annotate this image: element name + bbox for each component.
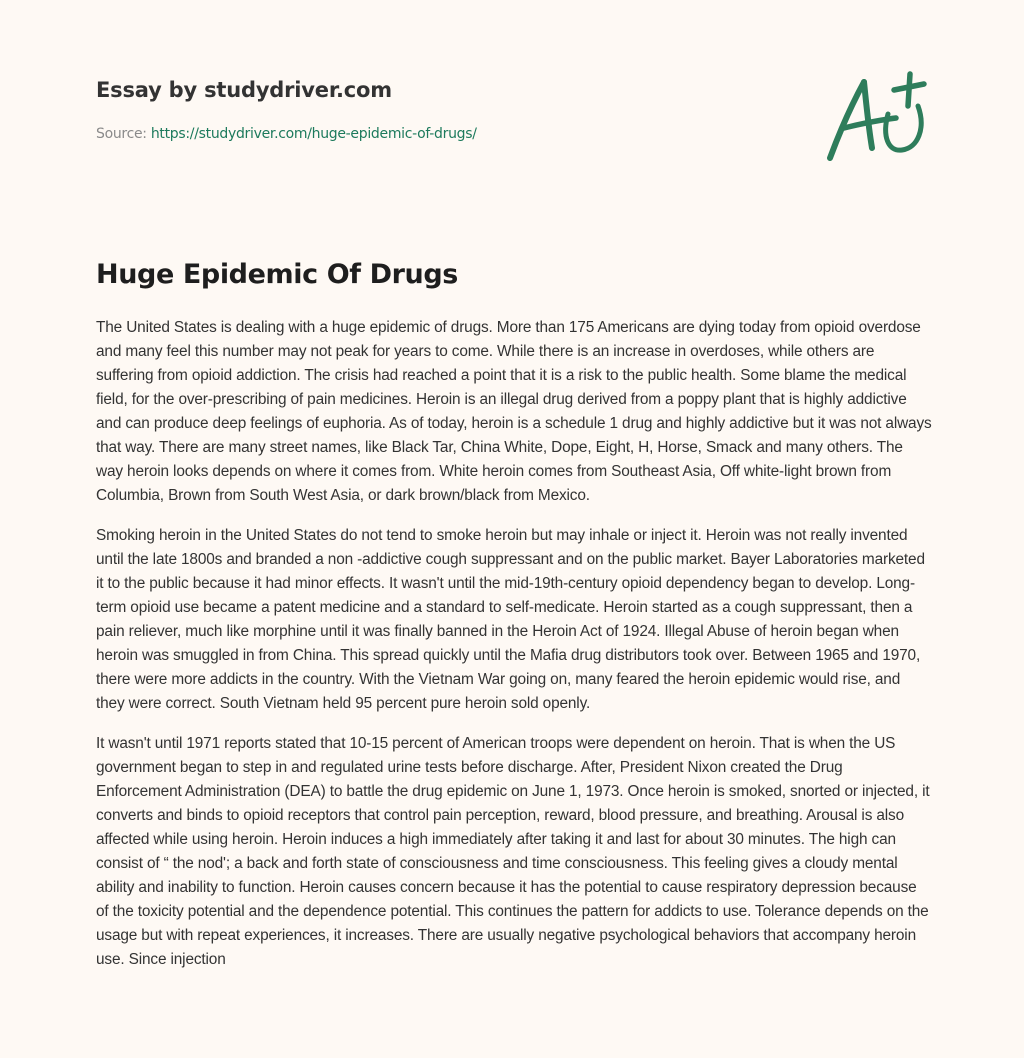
site-title: Essay by studydriver.com xyxy=(96,78,392,102)
paragraph-2: Smoking heroin in the United States do not tend to smoke heroin but may inhale or inject it. Heroin was not really invented until the late 1800s and branded a non -addictive cough suppressant and on the public market. Bayer Laboratories marketed it to the public because it had minor effects. It wasn't until the mid-19th-century opioid dependency began to develop. Long-term opioid use became a patent medicine and a standard to self-medicate. Heroin started as a cough suppressant, then a pain reliever, much like morphine until it was finally banned in the Heroin Act of 1924. Illegal Abuse of heroin began when heroin was smuggled in from China. This spread quickly until the Mafia drug distributors took over. Between 1965 and 1970, there were more addicts in the country. With the Vietnam War going on, many feared the heroin epidemic would rise, and they were correct. South Vietnam held 95 percent pure heroin sold openly. xyxy=(96,527,925,712)
source-label: Source: xyxy=(96,126,147,142)
source-link[interactable]: https://studydriver.com/huge-epidemic-of-drugs/ xyxy=(150,126,477,142)
source-line xyxy=(96,124,796,144)
paragraph-1: The United States is dealing with a huge epidemic of drugs. More than 175 Americans are dying today from opioid overdose and many feel this number may not peak for years to come. While there is an increase in overdoses, while others are suffering from opioid addiction. The crisis had reached a point that it is a risk to the public health. Some blame the medical field, for the over-prescribing of pain medicines. Heroin is an illegal drug derived from a poppy plant that is highly addictive and can produce deep feelings of euphoria. As of today, heroin is a schedule 1 drug and highly addictive but it was not always that way. There are many street names, like Black Tar, China White, Dope, Eight, H, Horse, Smack and many others. The way heroin looks depends on where it comes from. White heroin comes from Southeast Asia, Off white-light brown from Columbia, Brown from South West Asia, or dark brown/black from Mexico. xyxy=(96,319,932,504)
a-plus-grade-icon xyxy=(822,66,928,166)
document-title: Huge Epidemic Of Drugs xyxy=(96,259,458,290)
page-header xyxy=(96,76,796,144)
document-body xyxy=(96,316,932,988)
paragraph-3: It wasn't until 1971 reports stated that 10-15 percent of American troops were dependent on heroin. That is when the US government began to step in and regulated urine tests before discharge. After, President Nixon created the Drug Enforcement Administration (DEA) to battle the drug epidemic on June 1, 1973. Once heroin is smoked, snorted or injected, it converts and binds to opioid receptors that control pain perception, reward, blood pressure, and breathing. Arousal is also affected while using heroin. Heroin induces a high immediately after taking it and last for about 30 minutes. The high can consist of “ the nod'; a back and forth state of consciousness and time consciousness. This feeling gives a cloudy mental ability and inability to function. Heroin causes concern because it has the potential to cause respiratory depression because of the toxicity potential and the dependence potential. This continues the pattern for addicts to use. Tolerance depends on the usage but with repeat experiences, it increases. There are usually negative psychological behaviors that accompany heroin use. Since injection xyxy=(96,735,930,968)
